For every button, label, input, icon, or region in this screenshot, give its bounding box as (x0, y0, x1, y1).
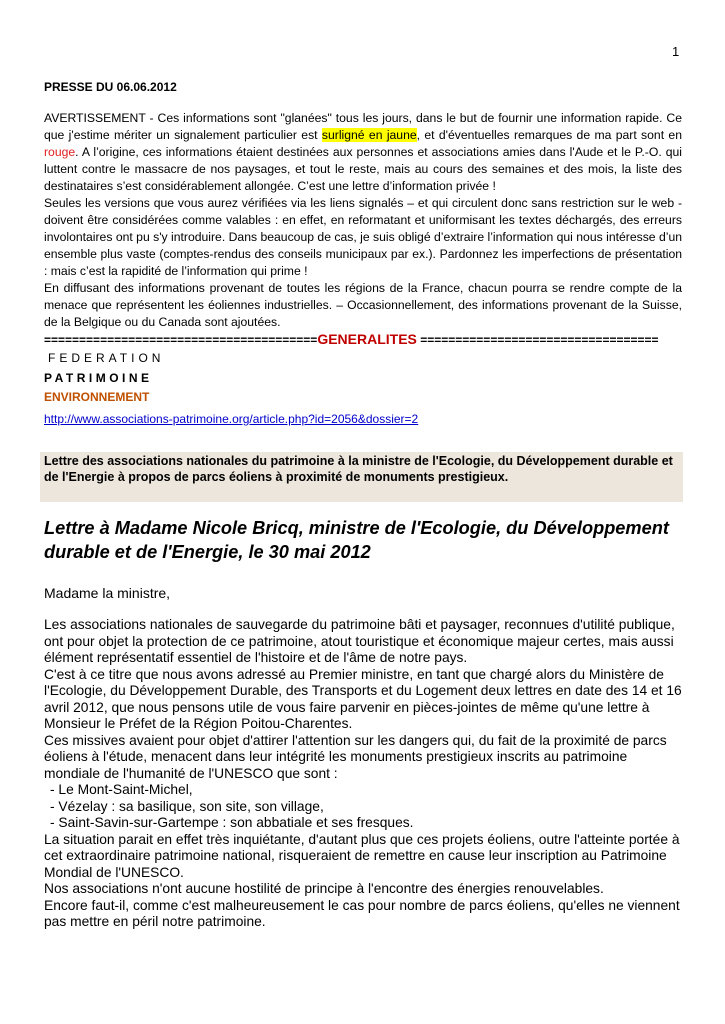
separator-left: ======================================= (44, 333, 318, 347)
list-item-vezelay: - Vézelay : sa basilique, son site, son village, (50, 798, 324, 814)
body-paragraph-6: Encore faut-il, comme c'est malheureusement le cas pour nombre de parcs éoliens, qu'elles ne viennent pas mettre en péril notre patrimoine. (44, 897, 680, 929)
warning-paragraph-3: En diffusant des informations provenant de toutes les régions de la France, chacun pourra se rendre compte de la menace que représentent les éoliennes industrielles. – Occasionnellement, des informations provenant de la Suisse, de la Belgique ou du Canada sont ajoutées. (44, 281, 682, 329)
warning-paragraph-2: Seules les versions que vous aurez vérifiées via les liens signalés – et qui circulent donc sans restriction sur le web - doivent être considérées comme valables : en effet, en reformatant et uniformisant les textes déchargés, des erreurs involontaires ont pu s'y introduire. Dans beaucoup de cas, je suis obligé d’extraire l’information qui nous intéresse d’un ensemble plus vaste (comptes-rendus des conseils municipaux par ex.). Pardonnez les imperfections de présentation : mais c’est la rapidité de l’information qui prime ! (44, 196, 682, 278)
press-date-heading: PRESSE DU 06.06.2012 (44, 80, 177, 94)
source-link[interactable]: http://www.associations-patrimoine.org/article.php?id=2056&dossier=2 (44, 412, 419, 426)
list-item-mont-saint-michel: - Le Mont-Saint-Michel, (50, 782, 193, 797)
body-paragraph-4: La situation parait en effet très inquiétante, d'autant plus que ces projets éoliens, outre l'atteinte portée à cet extraordinaire patrimoine national, risqueraient de remettre en cause leur inscription au Patrimoine Mondial de l'UNESCO. (44, 831, 680, 880)
greeting: Madame la ministre, (44, 585, 171, 601)
source-patrimoine: PATRIMOINE (44, 371, 153, 385)
body-paragraph-1: Les associations nationales de sauvegarde du patrimoine bâti et paysager, reconnues d'utilité publique, ont pour objet la protection de ce patrimoine, atout touristique et économique majeur certes, mais aussi élément représentatif essentiel de l'histoire et de l'âme de notre pays. (44, 617, 675, 665)
article-body (44, 617, 684, 931)
warning-block (44, 110, 682, 331)
page-number: 1 (672, 44, 680, 59)
warning-paragraph-1 (44, 110, 682, 195)
list-item-saint-savin: - Saint-Savin-sur-Gartempe : son abbatiale et ses fresques. (50, 815, 414, 830)
source-environnement: ENVIRONNEMENT (44, 390, 150, 404)
warning-text-b: , et d'éventuelles remarques de ma part sont en (416, 128, 682, 142)
separator-right: ================================== (420, 333, 659, 347)
body-paragraph-2: C'est à ce titre que nous avons adressé au Premier ministre, en tant que chargé alors du Ministère de l'Ecologie, du Développement Durable, des Transports et du Logement deux lettres en date des 14 et 16 avril 2012, que nous pensons utile de vous faire parvenir en pièces-jointes de même qu'une lettre à Monsieur le Préfet de la Région Poitou-Charentes. (44, 666, 682, 731)
red-example: rouge (44, 145, 76, 159)
warning-text-a: AVERTISSEMENT - Ces informations sont "glanées" tous les jours, dans le but de fournir une information rapide. Ce que j'estime mériter un signalement particulier est (44, 111, 682, 142)
source-federation: FEDERATION (48, 351, 165, 365)
body-paragraph-5: Nos associations n'ont aucune hostilité de principe à l'encontre des énergies renouvelables. (44, 881, 604, 896)
warning-text-c: . A l’origine, ces informations étaient destinées aux personnes et associations amies dans l'Aude et le P.-O. qui luttent contre le massacre de nos paysages, et tout le reste, mais au cours des semaines et des mois, la liste des destinataires s’est considérablement allongée. C’est une lettre d’information privée ! (44, 145, 682, 193)
section-label: GENERALITES (317, 331, 417, 347)
article-title: Lettre à Madame Nicole Bricq, ministre de l'Ecologie, du Développement durable et de l'Energie, le 30 mai 2012 (44, 518, 669, 562)
body-paragraph-3: Ces missives avaient pour objet d'attirer l'attention sur les dangers qui, du fait de la proximité de parcs éoliens à l'étude, menacent dans leur intégrité les monuments prestigieux inscrits au patrimoine mondiale de l'humanité de l'UNESCO que sont : (44, 732, 667, 781)
article-banner: Lettre des associations nationales du patrimoine à la ministre de l'Ecologie, du Développement durable et de l'Energie à propos de parcs éoliens à proximité de monuments prestigieux. (40, 452, 683, 502)
highlight-example: surligné en jaune (321, 128, 417, 142)
section-separator (44, 331, 684, 348)
